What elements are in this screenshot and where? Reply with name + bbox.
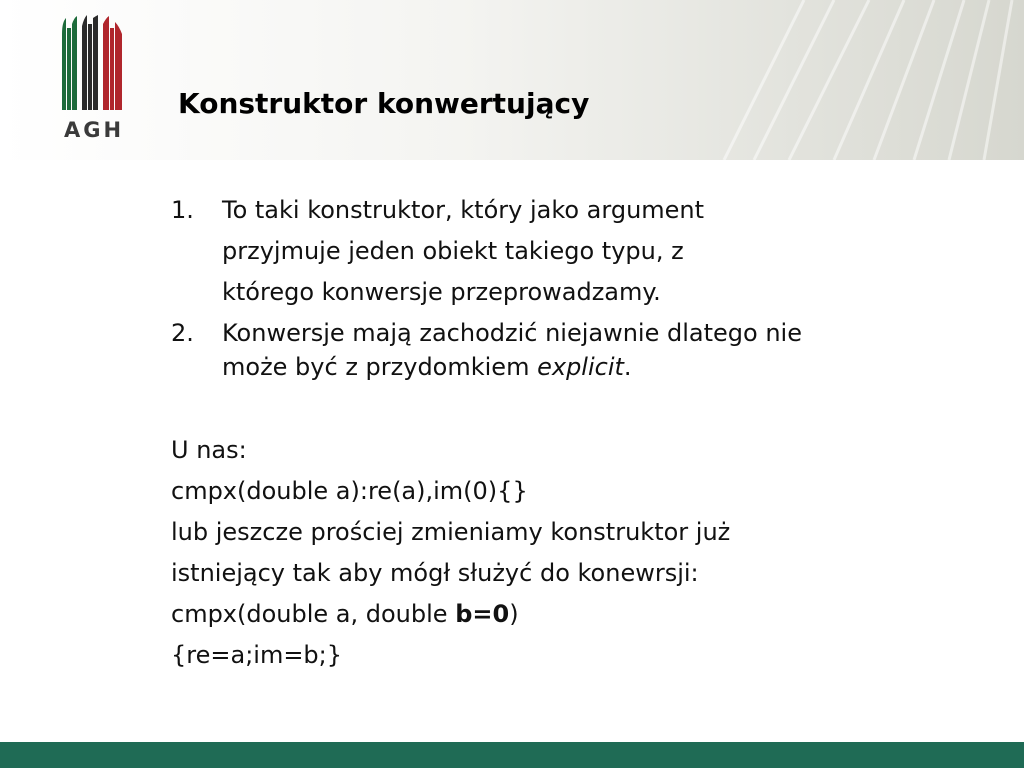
footer-bar: [0, 742, 1024, 768]
list-line-text: może być z przydomkiem: [222, 353, 538, 381]
list-item: [171, 316, 971, 384]
slide-header: [0, 0, 1024, 160]
list-line: Konwersje mają zachodzić niejawnie dlatego nie: [222, 319, 802, 347]
code-line: cmpx(double a):re(a),im(0){}: [171, 477, 528, 505]
body-line: istniejący tak aby mógł służyć do konewrsji:: [171, 559, 699, 587]
code-line: {re=a;im=b;}: [171, 641, 343, 669]
agh-logo-emblem-icon: [56, 14, 132, 114]
list-number: 1.: [171, 196, 194, 224]
list-line: którego konwersje przeprowadzamy.: [222, 278, 661, 306]
logo-text: AGH: [63, 118, 125, 142]
list-number: 2.: [171, 319, 194, 347]
code-suffix: ): [509, 600, 519, 628]
list-item: [171, 190, 971, 313]
code-prefix: cmpx(double a, double: [171, 600, 456, 628]
keyword-explicit: explicit: [537, 353, 624, 381]
list-line: przyjmuje jeden obiekt takiego typu, z: [222, 237, 684, 265]
agh-logo: [56, 14, 132, 146]
list-line-tail: .: [623, 353, 632, 381]
body-line: lub jeszcze prościej zmieniamy konstruktor już: [171, 518, 731, 546]
code-line: [171, 594, 971, 635]
list-line: To taki konstruktor, który jako argument: [222, 196, 705, 224]
list-line: [222, 350, 971, 384]
code-default-arg: b=0: [455, 600, 510, 628]
body-line: U nas:: [171, 436, 247, 464]
header-stripes-decoration: [604, 0, 1024, 160]
slide-content: [171, 190, 971, 676]
slide-title: Konstruktor konwertujący: [178, 87, 590, 120]
